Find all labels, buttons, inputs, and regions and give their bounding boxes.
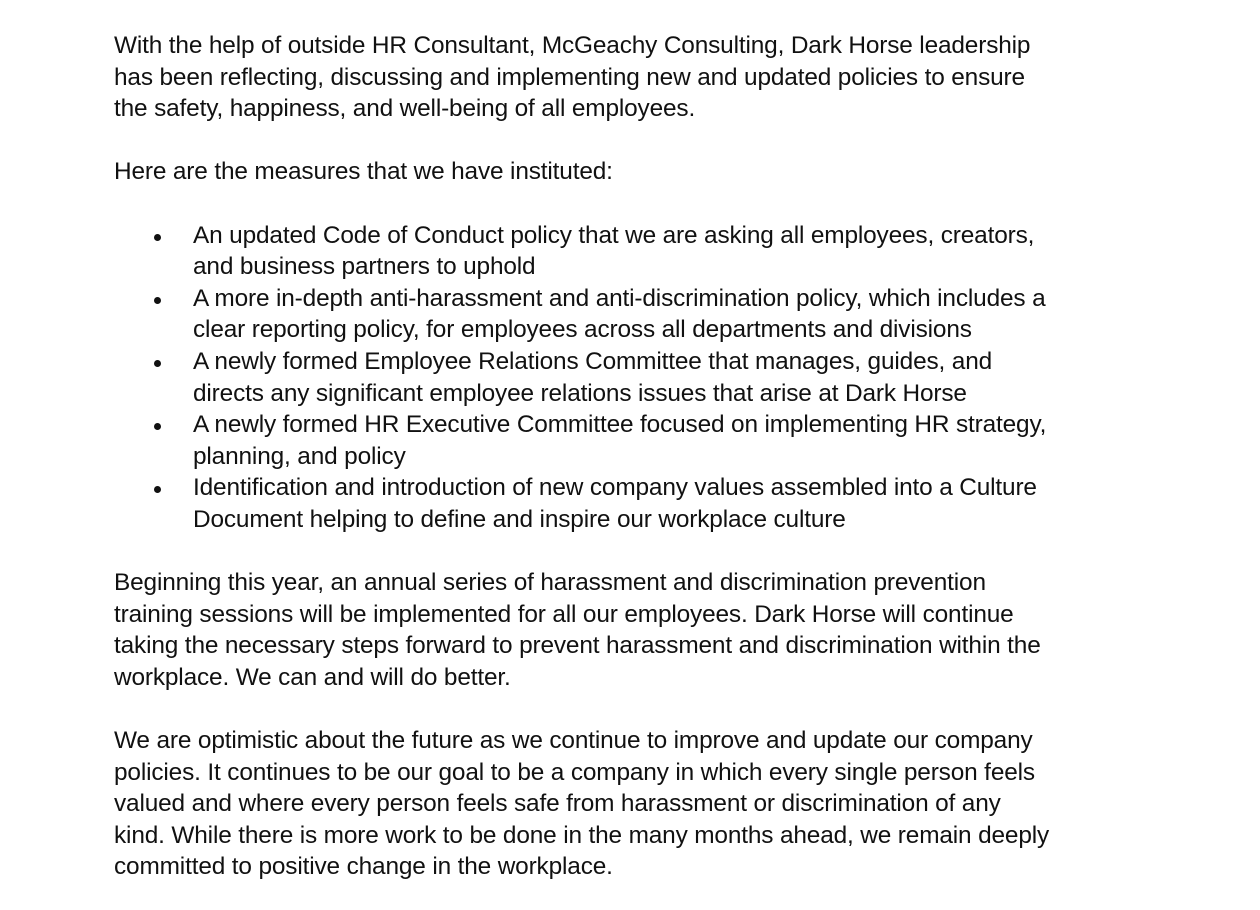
text-line: A more in-depth anti-harassment and anti-discrimination policy, which includes a [193,284,1046,312]
text-line: Here are the measures that we have instituted: [114,158,613,186]
training-paragraph [114,567,1174,693]
paragraph-spacer [114,188,1174,220]
list-item [114,409,1174,472]
paragraph-spacer [114,125,1174,157]
bullet-dot-icon [154,234,161,241]
list-item [114,220,1174,283]
paragraph-spacer [114,536,1174,568]
text-line: With the help of outside HR Consultant, McGeachy Consulting, Dark Horse leadership [114,32,1031,59]
text-line: committed to positive change in the workplace. [114,853,613,881]
list-item [114,472,1174,535]
measures-list [114,220,1174,536]
text-line: has been reflecting, discussing and implementing new and updated policies to ensure [114,63,1025,91]
bullet-dot-icon [154,423,161,430]
text-line: A newly formed HR Executive Committee focused on implementing HR strategy, [193,411,1047,439]
bullet-dot-icon [154,297,161,304]
text-line: clear reporting policy, for employees across all departments and divisions [193,316,972,344]
paragraph-spacer [114,693,1174,725]
bullet-dot-icon [154,360,161,367]
text-line: training sessions will be implemented for all our employees. Dark Horse will continue [114,600,1014,628]
closing-paragraph [114,725,1174,883]
text-line: policies. It continues to be our goal to be a company in which every single person feels [114,758,1035,786]
text-line: kind. While there is more work to be done in the many months ahead, we remain deeply [114,821,1050,849]
text-line: the safety, happiness, and well-being of all employees. [114,95,696,123]
text-line: and business partners to uphold [193,253,536,281]
text-line: An updated Code of Conduct policy that we are asking all employees, creators, [193,221,1035,249]
text-line: planning, and policy [193,442,406,470]
list-item [114,283,1174,346]
bullet-dot-icon [154,486,161,493]
list-item [114,346,1174,409]
text-line: Beginning this year, an annual series of harassment and discrimination prevention [114,569,986,597]
text-line: A newly formed Employee Relations Committee that manages, guides, and [193,347,993,375]
document-page [114,30,1174,883]
text-line: valued and where every person feels safe from harassment or discrimination of any [114,790,1001,818]
measures-heading [114,156,1174,188]
text-line: We are optimistic about the future as we continue to improve and update our company [114,727,1033,755]
text-line: directs any significant employee relations issues that arise at Dark Horse [193,379,967,407]
text-line: Identification and introduction of new company values assembled into a Culture [193,474,1037,502]
text-line: taking the necessary steps forward to prevent harassment and discrimination within the [114,632,1041,660]
text-line: Document helping to define and inspire our workplace culture [193,505,846,533]
text-line: workplace. We can and will do better. [114,663,511,691]
intro-paragraph [114,30,1174,125]
